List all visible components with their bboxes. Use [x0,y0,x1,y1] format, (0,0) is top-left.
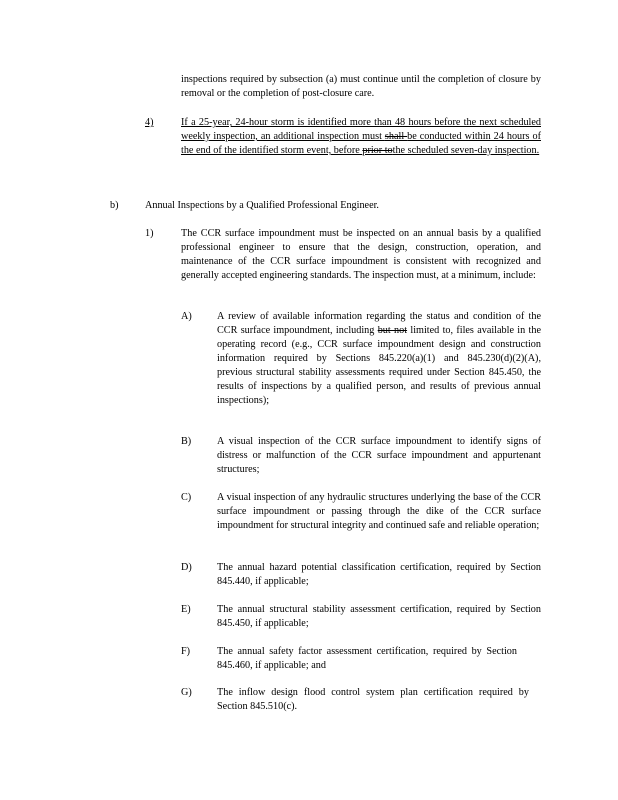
subitem-a-text-part2: limited to, files available in the operating record (e.g., CCR surface impoundment design and construction information required by Sections 845.220(a)(1) and 845.230(d)(2)(A), previous structural stability assessments required under Section 845.450, the results of inspections by a qualified person, and results of previous annual inspections); [217,325,541,406]
continuation-paragraph: inspections required by subsection (a) must continue until the completion of closure by removal or the completion of post-closure care. [181,74,541,99]
section-b-heading: Annual Inspections by a Qualified Professional Engineer. [145,200,379,211]
subitem-a-struck-but-not: but not [377,325,408,336]
subitem-d-paragraph: The annual hazard potential classification certification, required by Section 845.440, if applicable; [217,562,541,587]
item-1-paragraph: The CCR surface impoundment must be inspected on an annual basis by a qualified professional engineer to ensure that the design, construction, operation, and maintenance of the CCR surface impoundment is consistent with recognized and generally accepted engineering standards. The inspection must, at a minimum, include: [181,228,541,281]
item-1-label: 1) [145,228,154,239]
subitem-f-paragraph: The annual safety factor assessment certification, required by Section 845.460, if applicable; and [217,646,517,671]
item-4-struck-prior-to: prior to [362,145,393,156]
subitem-a-text-part1: A review of available information regarding the status and condition of the CCR surface impoundment, including [217,311,541,336]
item-4-text-part3: the scheduled seven-day inspection. [392,145,540,156]
subitem-c-label: C) [181,492,192,503]
subitem-b-paragraph: A visual inspection of the CCR surface impoundment to identify signs of distress or malfunction of the CCR surface impoundment and appurtenant structures; [217,436,541,475]
subitem-d-label: D) [181,562,192,573]
subitem-b-label: B) [181,436,192,447]
subitem-a-label: A) [181,311,192,322]
item-4-label: 4) [145,117,154,128]
item-4-paragraph [181,116,541,158]
item-4-struck-shall: shall [384,131,408,142]
subitem-e-paragraph: The annual structural stability assessment certification, required by Section 845.450, if applicable; [217,604,541,629]
subitem-g-paragraph: The inflow design flood control system plan certification required by Section 845.510(c). [217,687,529,712]
subitem-c-paragraph: A visual inspection of any hydraulic structures underlying the base of the CCR surface impoundment or passing through the dike of the CCR surface impoundment for structural integrity and continued safe and reliable operation; [217,492,541,531]
item-4-text-part2: be conducted within 24 hours of the end of the identified storm event, before [181,131,541,156]
subitem-f-label: F) [181,646,191,657]
item-4-text-part1: If a 25-year, 24-hour storm is identified more than 48 hours before the next scheduled weekly inspection, an additional inspection must [181,117,541,142]
subitem-g-label: G) [181,687,192,698]
subitem-a-paragraph [217,310,541,408]
section-b-label: b) [110,200,119,211]
subitem-e-label: E) [181,604,191,615]
